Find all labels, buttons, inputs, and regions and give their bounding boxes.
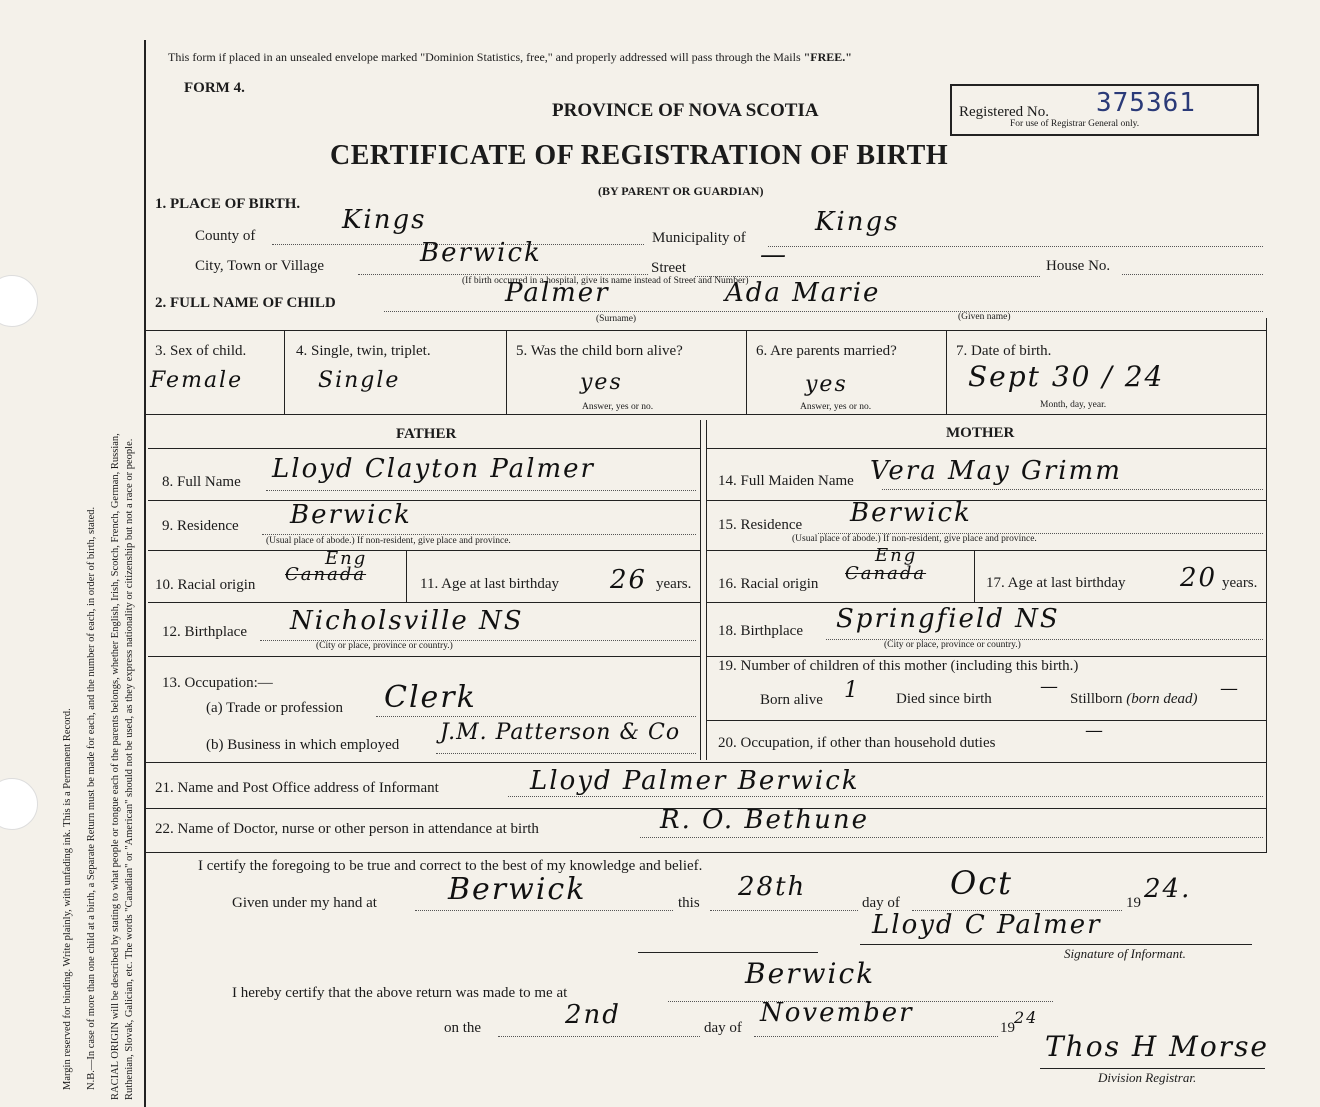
hospital-note: (If birth occurred in a hospital, give its name instead of Street and Number) xyxy=(462,276,749,286)
given-place-value: Berwick xyxy=(448,872,587,907)
father-residence-line xyxy=(262,534,696,535)
given-place-line xyxy=(415,910,673,911)
born-alive-count-label: Born alive xyxy=(760,692,823,708)
year-value: 24. xyxy=(1144,874,1192,904)
mother-name-value: Vera May Grimm xyxy=(870,456,1122,486)
single-twin-value: Single xyxy=(318,368,401,393)
died-since-birth-value: — xyxy=(1040,676,1060,697)
informant-signature: Lloyd C Palmer xyxy=(872,910,1102,940)
mother-heading: MOTHER xyxy=(946,425,1015,441)
parents-married-note: Answer, yes or no. xyxy=(800,402,872,412)
house-line xyxy=(1122,274,1263,275)
father-racial-value: Eng xyxy=(325,548,368,569)
doctor-line xyxy=(640,837,1263,838)
mother-birthplace-label: 18. Birthplace xyxy=(718,623,803,639)
form-number: FORM 4. xyxy=(184,80,245,96)
registered-number: 375361 xyxy=(1096,88,1196,118)
stillborn-label: Stillborn (born dead) xyxy=(1070,691,1198,707)
father-rule-3 xyxy=(148,550,700,551)
registered-note: For use of Registrar General only. xyxy=(1010,119,1140,129)
informant-signature-caption: Signature of Informant. xyxy=(1064,946,1186,961)
mother-rule-1 xyxy=(706,448,1266,449)
date-of-birth-note: Month, day, year. xyxy=(1040,400,1107,410)
certificate-title: CERTIFICATE OF REGISTRATION OF BIRTH xyxy=(330,140,949,171)
day-of-label: day of xyxy=(862,895,900,911)
year-prefix: 19 xyxy=(1126,895,1141,911)
father-occupation-label: 13. Occupation:— xyxy=(162,675,273,691)
registrar-signature-line xyxy=(1040,1068,1265,1069)
business-label: (b) Business in which employed xyxy=(206,737,400,753)
day-value: 28th xyxy=(738,872,807,902)
on-day-line xyxy=(498,1036,700,1037)
margin-rule xyxy=(144,40,146,1107)
single-twin-label: 4. Single, twin, triplet. xyxy=(296,343,431,359)
father-residence-label: 9. Residence xyxy=(162,518,239,534)
row3-div-1 xyxy=(284,330,285,414)
separator-line xyxy=(638,952,818,953)
punch-hole-bottom xyxy=(0,778,38,830)
given-name-note: (Given name) xyxy=(958,312,1011,322)
sex-label: 3. Sex of child. xyxy=(155,343,247,359)
margin-note-1: Margin reserved for binding. Write plainly, with unfading ink. This is a Permanent Record. xyxy=(62,708,73,1090)
date-of-birth-value: Sept 30 / 24 xyxy=(968,360,1165,393)
center-divider-2 xyxy=(706,420,707,760)
row3-div-4 xyxy=(946,330,947,414)
father-residence-value: Berwick xyxy=(290,500,412,530)
municipality-value: Kings xyxy=(815,207,900,237)
mother-rule-3 xyxy=(706,550,1266,551)
house-label: House No. xyxy=(1046,258,1111,274)
street-label: Street xyxy=(651,260,686,276)
mother-birthplace-value: Springfield NS xyxy=(836,604,1060,634)
mother-racial-divider xyxy=(974,550,975,602)
center-divider xyxy=(700,420,701,760)
father-rule-1 xyxy=(148,448,700,449)
on-year-prefix: 19 xyxy=(1000,1020,1015,1036)
mother-rule-6 xyxy=(706,720,1266,721)
father-racial-label: 10. Racial origin xyxy=(155,577,256,593)
given-name-value: Ada Marie xyxy=(725,278,881,308)
mail-note: This form if placed in an unsealed envelope marked "Dominion Statistics, free," and properly addressed will pass through the Mails "FREE." xyxy=(168,50,852,64)
father-name-label: 8. Full Name xyxy=(162,474,241,490)
date-of-birth-label: 7. Date of birth. xyxy=(956,343,1052,359)
father-rule-4 xyxy=(148,602,700,603)
mother-name-line xyxy=(882,489,1263,490)
children-label: 19. Number of children of this mother (including this birth.) xyxy=(718,658,1079,674)
county-label: County of xyxy=(195,228,256,244)
on-the-label: on the xyxy=(444,1020,482,1036)
father-rule-2 xyxy=(148,500,700,501)
trade-label: (a) Trade or profession xyxy=(206,700,344,716)
mother-residence-label: 15. Residence xyxy=(718,517,803,533)
street-value: — xyxy=(760,240,788,270)
father-age-value: 26 xyxy=(610,565,648,595)
doctor-label: 22. Name of Doctor, nurse or other person in attendance at birth xyxy=(155,821,539,837)
father-birthplace-label: 12. Birthplace xyxy=(162,624,247,640)
row3-div-3 xyxy=(746,330,747,414)
city-value: Berwick xyxy=(420,238,542,268)
mother-occupation-value: — xyxy=(1085,720,1105,741)
doctor-value: R. O. Bethune xyxy=(660,805,869,835)
surname-note: (Surname) xyxy=(596,314,637,324)
father-rule-5 xyxy=(148,656,700,657)
row3-bottom-rule xyxy=(146,414,1266,415)
parents-married-label: 6. Are parents married? xyxy=(756,343,897,359)
born-alive-count-value: 1 xyxy=(844,678,860,703)
registrar-caption: Division Registrar. xyxy=(1098,1070,1197,1085)
father-birthplace-note: (City or place, province or country.) xyxy=(316,641,453,651)
certificate-subtitle: (BY PARENT OR GUARDIAN) xyxy=(598,184,764,198)
punch-hole-top xyxy=(0,275,38,327)
stillborn-value: — xyxy=(1220,678,1240,699)
city-line xyxy=(358,274,648,275)
mother-rule-2 xyxy=(706,500,1266,501)
row21-top-rule xyxy=(146,762,1266,763)
mother-racial-value: Eng xyxy=(875,545,918,566)
month-value: Oct xyxy=(950,864,1014,902)
row22-bottom-rule xyxy=(146,852,1266,853)
father-racial-divider xyxy=(406,550,407,602)
registered-label: Registered No. xyxy=(959,104,1049,120)
return-label: I hereby certify that the above return was made to me at xyxy=(232,985,568,1001)
row3-div-2 xyxy=(506,330,507,414)
trade-value: Clerk xyxy=(384,680,477,715)
business-line xyxy=(436,753,696,754)
mother-birthplace-note: (City or place, province or country.) xyxy=(884,640,1021,650)
mother-rule-4 xyxy=(706,602,1266,603)
informant-line xyxy=(508,796,1263,797)
surname-value: Palmer xyxy=(505,278,610,308)
on-day-of-label: day of xyxy=(704,1020,742,1036)
father-name-line xyxy=(266,490,696,491)
municipality-line xyxy=(768,246,1263,247)
mother-residence-note: (Usual place of abode.) If non-resident, give place and province. xyxy=(792,534,1037,544)
born-alive-note: Answer, yes or no. xyxy=(582,402,654,412)
return-place-value: Berwick xyxy=(745,957,876,990)
born-alive-value: yes xyxy=(580,370,623,395)
registrar-signature: Thos H Morse xyxy=(1045,1030,1270,1063)
margin-note-4: Ruthenian, Slovak, Galician, etc. The words "Canadian" or "American" should not be used, as they express nationality or citizenship but not a race or people. xyxy=(124,438,135,1100)
trade-line xyxy=(376,716,696,717)
day-line xyxy=(710,910,858,911)
informant-signature-line xyxy=(860,944,1252,945)
informant-value: Lloyd Palmer Berwick xyxy=(530,766,860,796)
mother-occupation-label: 20. Occupation, if other than household duties xyxy=(718,735,996,751)
certification-statement: I certify the foregoing to be true and correct to the best of my knowledge and belief. xyxy=(198,858,703,874)
mother-residence-value: Berwick xyxy=(850,498,972,528)
parents-married-value: yes xyxy=(805,372,848,397)
margin-note-3: RACIAL ORIGIN will be described by stating to what people or tongue each of the parents belongs, whether English, Irish, Scotch, French, German, Russian, xyxy=(110,433,121,1100)
father-years: years. xyxy=(656,576,692,592)
father-birthplace-value: Nicholsville NS xyxy=(290,606,524,636)
father-age-label: 11. Age at last birthday xyxy=(420,576,559,592)
mother-rule-5 xyxy=(706,656,1266,657)
mother-age-label: 17. Age at last birthday xyxy=(986,575,1126,591)
died-since-birth-label: Died since birth xyxy=(896,691,992,707)
municipality-label: Municipality of xyxy=(652,230,746,246)
mother-years: years. xyxy=(1222,575,1258,591)
registered-number-box xyxy=(950,84,1259,136)
county-value: Kings xyxy=(342,205,427,235)
row3-top-rule xyxy=(146,330,1266,331)
place-of-birth-label: 1. PLACE OF BIRTH. xyxy=(155,196,301,212)
on-month-value: November xyxy=(760,998,914,1028)
this-label: this xyxy=(678,895,700,911)
mother-age-value: 20 xyxy=(1180,563,1218,593)
full-name-label: 2. FULL NAME OF CHILD xyxy=(155,295,336,311)
on-month-line xyxy=(754,1036,998,1037)
mother-name-label: 14. Full Maiden Name xyxy=(718,473,854,489)
city-label: City, Town or Village xyxy=(195,258,325,274)
father-residence-note: (Usual place of abode.) If non-resident, give place and province. xyxy=(266,536,511,546)
on-year-value: 24 xyxy=(1014,1008,1039,1027)
on-day-value: 2nd xyxy=(565,1000,621,1030)
father-racial-struck: Canada xyxy=(285,564,367,585)
father-name-value: Lloyd Clayton Palmer xyxy=(272,454,595,484)
father-heading: FATHER xyxy=(396,426,457,442)
province-title: PROVINCE OF NOVA SCOTIA xyxy=(552,100,819,121)
margin-note-2: N.B.—In case of more than one child at a birth, a Separate Return must be made for each, and the number of each, in order of birth, stated. xyxy=(86,506,97,1090)
mother-racial-label: 16. Racial origin xyxy=(718,576,819,592)
sex-value: Female xyxy=(150,368,244,393)
informant-label: 21. Name and Post Office address of Informant xyxy=(155,780,439,796)
business-value: J.M. Patterson & Co xyxy=(440,720,681,745)
full-name-line xyxy=(384,311,1263,312)
born-alive-label: 5. Was the child born alive? xyxy=(516,343,683,359)
mother-racial-struck: Canada xyxy=(845,563,927,584)
right-rule xyxy=(1266,318,1267,853)
given-under-label: Given under my hand at xyxy=(232,895,377,911)
